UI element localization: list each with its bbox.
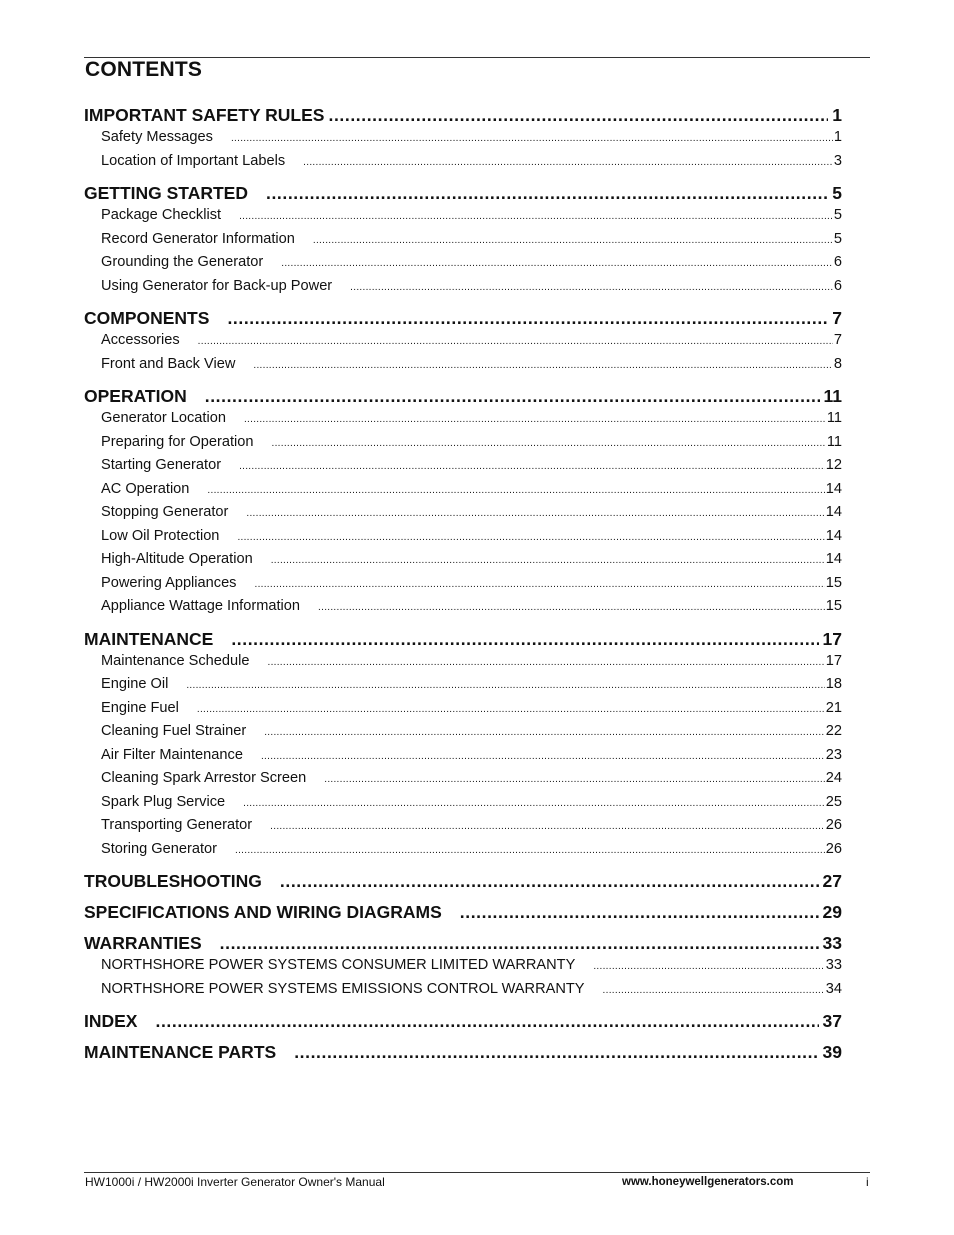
toc-entry-label: AC Operation xyxy=(101,480,190,497)
toc-section-page: 27 xyxy=(822,871,842,891)
toc-entry-label: Using Generator for Back-up Power xyxy=(101,277,333,294)
toc-entry-page: 14 xyxy=(825,504,842,520)
toc-entry[interactable] xyxy=(84,954,842,978)
dot-leader xyxy=(231,127,833,151)
toc-entry-label: Air Filter Maintenance xyxy=(101,746,243,763)
toc-entry[interactable] xyxy=(84,251,842,275)
dot-leader xyxy=(237,526,824,550)
page-title: CONTENTS xyxy=(85,58,203,81)
toc-entry-label: Engine Oil xyxy=(101,676,169,692)
toc-section-page: 5 xyxy=(832,183,842,203)
dot-leader xyxy=(603,979,825,1003)
dot-leader xyxy=(220,932,819,954)
toc-entry-page: 14 xyxy=(825,480,842,497)
toc-entry-label: Storing Generator xyxy=(101,840,218,857)
dot-leader xyxy=(239,205,833,229)
toc-entry-label: Record Generator Information xyxy=(101,230,295,247)
toc-entry[interactable] xyxy=(84,126,842,150)
toc-entry-label: Maintenance Schedule xyxy=(101,652,250,669)
dot-leader xyxy=(313,229,833,253)
dot-leader xyxy=(593,955,824,979)
dot-leader xyxy=(261,745,825,769)
toc-entry-page: 24 xyxy=(825,770,842,786)
toc-section-page: 33 xyxy=(822,933,842,953)
dot-leader xyxy=(235,839,825,863)
toc-section[interactable] xyxy=(84,307,842,329)
dot-leader xyxy=(280,870,819,892)
toc-section-title: TROUBLESHOOTING xyxy=(84,871,262,891)
dot-leader xyxy=(294,1041,818,1063)
toc-entry-page: 17 xyxy=(825,652,842,669)
toc-entry-page: 23 xyxy=(825,746,842,763)
toc-entry[interactable] xyxy=(84,329,842,353)
toc-entry-page: 12 xyxy=(825,457,842,473)
toc-entry-label: Front and Back View xyxy=(101,355,236,372)
toc-entry-page: 15 xyxy=(825,598,842,614)
dot-leader xyxy=(207,479,824,503)
toc-entry[interactable] xyxy=(84,204,842,228)
toc-entry[interactable] xyxy=(84,978,842,1002)
toc-entry-label: Engine Fuel xyxy=(101,699,179,716)
toc-entry-page: 11 xyxy=(826,433,842,450)
toc-entry[interactable] xyxy=(84,454,842,478)
toc-section-title: SPECIFICATIONS AND WIRING DIAGRAMS xyxy=(84,902,442,922)
toc-entry[interactable] xyxy=(84,572,842,596)
toc-section-page: 11 xyxy=(823,386,842,406)
toc-entry[interactable] xyxy=(84,150,842,174)
toc-entry[interactable] xyxy=(84,548,842,572)
toc-section[interactable] xyxy=(84,182,842,204)
dot-leader xyxy=(318,596,825,620)
dot-leader xyxy=(246,502,824,526)
toc-section-page: 7 xyxy=(832,308,842,328)
toc-section-title: IMPORTANT SAFETY RULES xyxy=(84,105,325,125)
toc-entry-label: Low Oil Protection xyxy=(101,527,220,544)
toc-entry-page: 14 xyxy=(825,527,842,544)
dot-leader xyxy=(197,698,825,722)
dot-leader xyxy=(270,815,825,839)
toc-entry-label: Stopping Generator xyxy=(101,504,229,520)
toc-entry-page: 15 xyxy=(825,574,842,591)
toc-entry[interactable] xyxy=(84,673,842,697)
toc-section-title: OPERATION xyxy=(84,386,187,406)
dot-leader xyxy=(303,151,833,175)
toc-entry-page: 18 xyxy=(825,676,842,692)
toc-section-title: MAINTENANCE xyxy=(84,628,214,649)
toc-entry-page: 33 xyxy=(825,957,842,973)
dot-leader xyxy=(244,408,826,432)
footer-rule xyxy=(84,1172,870,1173)
toc-section[interactable] xyxy=(84,104,842,126)
dot-leader xyxy=(254,573,824,597)
toc-section-page: 39 xyxy=(822,1042,842,1062)
toc-entry[interactable] xyxy=(84,478,842,502)
dot-leader xyxy=(186,674,824,698)
toc-entry[interactable] xyxy=(84,697,842,721)
toc-entry-page: 34 xyxy=(825,980,842,997)
toc-entry[interactable] xyxy=(84,501,842,525)
dot-leader xyxy=(271,549,825,573)
toc-entry-label: Starting Generator xyxy=(101,457,222,473)
toc-entry-page: 1 xyxy=(833,129,842,145)
toc-entry-label: Cleaning Fuel Strainer xyxy=(101,723,247,739)
toc-entry[interactable] xyxy=(84,650,842,674)
toc-entry[interactable] xyxy=(84,767,842,791)
toc-entry-page: 26 xyxy=(825,817,842,833)
toc-entry-page: 25 xyxy=(825,793,842,810)
toc-section[interactable] xyxy=(84,901,842,923)
toc-entry-label: NORTHSHORE POWER SYSTEMS EMISSIONS CONTROL WARRANTY xyxy=(101,980,585,997)
toc-entry-page: 7 xyxy=(833,332,842,348)
toc-entry[interactable] xyxy=(84,525,842,549)
toc-entry[interactable] xyxy=(84,275,842,299)
toc-section[interactable] xyxy=(84,385,842,407)
toc-entry[interactable] xyxy=(84,814,842,838)
toc-entry[interactable] xyxy=(84,838,842,862)
toc-entry[interactable] xyxy=(84,228,842,252)
toc-entry-label: Spark Plug Service xyxy=(101,793,226,810)
toc-section-title: COMPONENTS xyxy=(84,308,210,328)
footer-website-link[interactable]: www.honeywellgenerators.com xyxy=(622,1176,794,1188)
dot-leader xyxy=(231,628,818,650)
toc-entry-page: 5 xyxy=(833,207,842,223)
footer-page-number: i xyxy=(866,1175,869,1189)
table-of-contents xyxy=(84,104,842,1063)
toc-entry-page: 14 xyxy=(825,551,842,567)
toc-section[interactable] xyxy=(84,1041,842,1063)
toc-entry-label: High-Altitude Operation xyxy=(101,551,253,567)
dot-leader xyxy=(460,901,819,923)
dot-leader xyxy=(243,792,825,816)
toc-entry-label: NORTHSHORE POWER SYSTEMS CONSUMER LIMITED WARRANTY xyxy=(101,957,576,973)
footer-manual-title: HW1000i / HW2000i Inverter Generator Owner's Manual xyxy=(85,1175,385,1189)
toc-entry-label: Appliance Wattage Information xyxy=(101,598,301,614)
toc-entry-label: Accessories xyxy=(101,332,180,348)
toc-entry-label: Powering Appliances xyxy=(101,574,237,591)
toc-entry[interactable] xyxy=(84,744,842,768)
dot-leader xyxy=(266,182,828,204)
dot-leader xyxy=(267,651,824,675)
toc-section-page: 37 xyxy=(822,1011,842,1031)
toc-entry-label: Cleaning Spark Arrestor Screen xyxy=(101,770,307,786)
toc-section[interactable] xyxy=(84,932,842,954)
dot-leader xyxy=(350,276,833,300)
toc-section-page: 1 xyxy=(832,105,842,125)
toc-entry[interactable] xyxy=(84,407,842,431)
toc-entry-label: Preparing for Operation xyxy=(101,433,254,450)
toc-entry-page: 3 xyxy=(833,152,842,169)
toc-entry-label: Package Checklist xyxy=(101,207,222,223)
dot-leader xyxy=(155,1010,818,1032)
toc-section-title: INDEX xyxy=(84,1011,138,1031)
toc-entry-page: 11 xyxy=(826,410,842,426)
toc-entry-label: Location of Important Labels xyxy=(101,152,286,169)
toc-entry-page: 5 xyxy=(833,230,842,247)
dot-leader xyxy=(264,721,825,745)
toc-entry-label: Safety Messages xyxy=(101,129,213,145)
toc-section[interactable] xyxy=(84,870,842,892)
toc-entry-label: Transporting Generator xyxy=(101,817,253,833)
toc-entry-page: 6 xyxy=(833,254,842,270)
toc-entry[interactable] xyxy=(84,353,842,377)
toc-entry-label: Grounding the Generator xyxy=(101,254,264,270)
dot-leader xyxy=(281,252,833,276)
toc-entry-page: 6 xyxy=(833,277,842,294)
toc-section-title: WARRANTIES xyxy=(84,933,202,953)
toc-section[interactable] xyxy=(84,1010,842,1032)
toc-entry-page: 8 xyxy=(833,355,842,372)
toc-entry[interactable] xyxy=(84,431,842,455)
toc-section-title: MAINTENANCE PARTS xyxy=(84,1042,277,1062)
dot-leader xyxy=(239,455,825,479)
dot-leader xyxy=(227,307,828,329)
toc-entry[interactable] xyxy=(84,720,842,744)
toc-entry[interactable] xyxy=(84,791,842,815)
dot-leader xyxy=(253,354,832,378)
dot-leader xyxy=(272,432,826,456)
dot-leader xyxy=(324,768,825,792)
toc-section[interactable] xyxy=(84,628,842,650)
toc-section-page: 29 xyxy=(822,902,842,922)
dot-leader xyxy=(205,385,820,407)
toc-entry[interactable] xyxy=(84,595,842,619)
toc-entry-page: 21 xyxy=(825,699,842,716)
dot-leader xyxy=(198,330,833,354)
dot-leader xyxy=(328,104,828,126)
toc-entry-label: Generator Location xyxy=(101,410,226,426)
toc-entry-page: 26 xyxy=(825,840,842,857)
toc-section-title: GETTING STARTED xyxy=(84,183,248,203)
toc-section-page: 17 xyxy=(822,628,842,649)
toc-entry-page: 22 xyxy=(825,723,842,739)
